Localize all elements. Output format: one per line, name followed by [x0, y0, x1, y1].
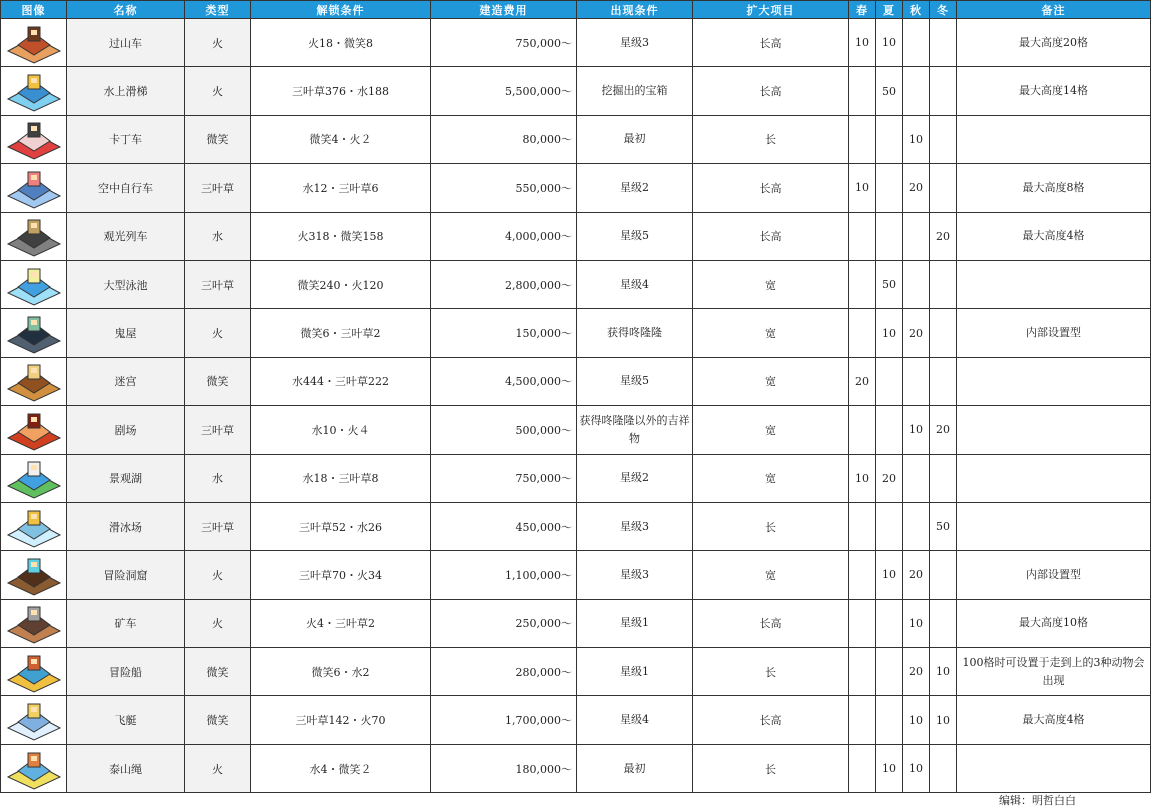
facility-type: 微笑	[185, 696, 251, 744]
remark: 最大高度4格	[957, 696, 1151, 744]
facility-image	[1, 260, 67, 308]
table-row	[1, 67, 1151, 115]
facility-name: 水上滑梯	[67, 67, 185, 115]
autumn-value: 10	[903, 406, 930, 454]
header-appear: 出现条件	[577, 1, 693, 19]
expand-item: 宽	[693, 309, 849, 357]
summer-value	[876, 115, 903, 163]
spring-value	[849, 212, 876, 260]
appear-condition: 星级3	[577, 502, 693, 550]
unlock-condition: 三叶草376・水188	[251, 67, 431, 115]
table-header-row	[1, 1, 1151, 19]
facility-image	[1, 744, 67, 792]
table-row	[1, 599, 1151, 647]
build-cost: 1,700,000～	[431, 696, 577, 744]
remark: 最大高度14格	[957, 67, 1151, 115]
build-cost: 750,000～	[431, 454, 577, 502]
unlock-condition: 水10・火４	[251, 406, 431, 454]
appear-condition: 星级2	[577, 454, 693, 502]
summer-value: 10	[876, 551, 903, 599]
facility-name: 迷宫	[67, 357, 185, 405]
facility-image	[1, 696, 67, 744]
facility-name: 观光列车	[67, 212, 185, 260]
unlock-condition: 水12・三叶草6	[251, 164, 431, 212]
spring-value	[849, 551, 876, 599]
expand-item: 宽	[693, 551, 849, 599]
tarzan-rope-icon	[4, 747, 64, 791]
spring-value: 10	[849, 164, 876, 212]
facility-name: 滑冰场	[67, 502, 185, 550]
appear-condition: 星级2	[577, 164, 693, 212]
build-cost: 450,000～	[431, 502, 577, 550]
summer-value	[876, 357, 903, 405]
roller-coaster-icon	[4, 21, 64, 65]
sky-bike-icon	[4, 166, 64, 210]
table-row	[1, 502, 1151, 550]
header-spring: 春	[849, 1, 876, 19]
autumn-value	[903, 357, 930, 405]
spring-value: 10	[849, 454, 876, 502]
summer-value	[876, 164, 903, 212]
winter-value: 20	[930, 212, 957, 260]
header-type: 类型	[185, 1, 251, 19]
header-summer: 夏	[876, 1, 903, 19]
autumn-value: 10	[903, 696, 930, 744]
autumn-value: 20	[903, 648, 930, 696]
build-cost: 80,000～	[431, 115, 577, 163]
remark: 最大高度10格	[957, 599, 1151, 647]
facility-name: 卡丁车	[67, 115, 185, 163]
sightseeing-train-icon	[4, 214, 64, 258]
facility-type: 火	[185, 551, 251, 599]
remark	[957, 115, 1151, 163]
facility-type: 火	[185, 599, 251, 647]
go-kart-icon	[4, 117, 64, 161]
water-slide-icon	[4, 69, 64, 113]
autumn-value	[903, 260, 930, 308]
facility-name: 矿车	[67, 599, 185, 647]
expand-item: 长	[693, 648, 849, 696]
expand-item: 长	[693, 502, 849, 550]
autumn-value	[903, 67, 930, 115]
spring-value	[849, 599, 876, 647]
autumn-value	[903, 502, 930, 550]
winter-value	[930, 115, 957, 163]
appear-condition: 获得咚隆隆以外的吉祥物	[577, 406, 693, 454]
facility-name: 泰山绳	[67, 744, 185, 792]
facility-name: 过山车	[67, 19, 185, 67]
unlock-condition: 水444・三叶草222	[251, 357, 431, 405]
summer-value: 10	[876, 744, 903, 792]
expand-item: 宽	[693, 454, 849, 502]
winter-value	[930, 164, 957, 212]
summer-value: 20	[876, 454, 903, 502]
appear-condition: 最初	[577, 744, 693, 792]
autumn-value: 20	[903, 309, 930, 357]
facility-type: 微笑	[185, 648, 251, 696]
build-cost: 5,500,000～	[431, 67, 577, 115]
facility-type: 三叶草	[185, 260, 251, 308]
lake-icon	[4, 456, 64, 500]
header-expand: 扩大项目	[693, 1, 849, 19]
table-row	[1, 260, 1151, 308]
spring-value	[849, 744, 876, 792]
theater-icon	[4, 408, 64, 452]
winter-value: 10	[930, 696, 957, 744]
winter-value	[930, 599, 957, 647]
facility-image	[1, 454, 67, 502]
appear-condition: 星级4	[577, 260, 693, 308]
remark: 最大高度4格	[957, 212, 1151, 260]
winter-value	[930, 551, 957, 599]
facility-image	[1, 309, 67, 357]
summer-value: 10	[876, 309, 903, 357]
appear-condition: 最初	[577, 115, 693, 163]
autumn-value: 10	[903, 744, 930, 792]
facility-type: 火	[185, 744, 251, 792]
spring-value	[849, 648, 876, 696]
table-row	[1, 744, 1151, 792]
autumn-value	[903, 212, 930, 260]
facility-image	[1, 551, 67, 599]
summer-value	[876, 406, 903, 454]
header-autumn: 秋	[903, 1, 930, 19]
remark: 内部设置型	[957, 309, 1151, 357]
appear-condition: 获得咚隆隆	[577, 309, 693, 357]
build-cost: 1,100,000～	[431, 551, 577, 599]
build-cost: 500,000～	[431, 406, 577, 454]
remark: 内部设置型	[957, 551, 1151, 599]
winter-value	[930, 260, 957, 308]
facility-name: 冒险洞窟	[67, 551, 185, 599]
appear-condition: 星级3	[577, 551, 693, 599]
build-cost: 750,000～	[431, 19, 577, 67]
header-cost: 建造费用	[431, 1, 577, 19]
build-cost: 4,000,000～	[431, 212, 577, 260]
expand-item: 长高	[693, 67, 849, 115]
autumn-value: 20	[903, 551, 930, 599]
winter-value: 50	[930, 502, 957, 550]
table-row	[1, 164, 1151, 212]
expand-item: 长高	[693, 599, 849, 647]
mine-cart-icon	[4, 601, 64, 645]
build-cost: 180,000～	[431, 744, 577, 792]
unlock-condition: 三叶草52・水26	[251, 502, 431, 550]
remark: 100格时可设置于走到上的3种动物会出现	[957, 648, 1151, 696]
facility-type: 火	[185, 67, 251, 115]
unlock-condition: 水4・微笑２	[251, 744, 431, 792]
facility-image	[1, 164, 67, 212]
autumn-value	[903, 454, 930, 502]
winter-value	[930, 454, 957, 502]
facility-image	[1, 67, 67, 115]
summer-value: 10	[876, 19, 903, 67]
facility-type: 火	[185, 309, 251, 357]
remark	[957, 260, 1151, 308]
unlock-condition: 微笑6・水2	[251, 648, 431, 696]
airship-icon	[4, 698, 64, 742]
winter-value: 10	[930, 648, 957, 696]
unlock-condition: 三叶草70・火34	[251, 551, 431, 599]
cave-icon	[4, 553, 64, 597]
facility-type: 三叶草	[185, 406, 251, 454]
summer-value: 50	[876, 67, 903, 115]
summer-value	[876, 212, 903, 260]
spring-value	[849, 309, 876, 357]
remark	[957, 744, 1151, 792]
expand-item: 长高	[693, 212, 849, 260]
remark	[957, 406, 1151, 454]
remark	[957, 502, 1151, 550]
build-cost: 2,800,000～	[431, 260, 577, 308]
expand-item: 宽	[693, 406, 849, 454]
facility-type: 水	[185, 454, 251, 502]
table-row	[1, 551, 1151, 599]
appear-condition: 挖掘出的宝箱	[577, 67, 693, 115]
unlock-condition: 火4・三叶草2	[251, 599, 431, 647]
winter-value	[930, 357, 957, 405]
build-cost: 4,500,000～	[431, 357, 577, 405]
table-row	[1, 309, 1151, 357]
header-winter: 冬	[930, 1, 957, 19]
expand-item: 长	[693, 115, 849, 163]
appear-condition: 星级1	[577, 648, 693, 696]
expand-item: 长高	[693, 164, 849, 212]
summer-value	[876, 502, 903, 550]
unlock-condition: 三叶草142・火70	[251, 696, 431, 744]
build-cost: 150,000～	[431, 309, 577, 357]
build-cost: 550,000～	[431, 164, 577, 212]
summer-value: 50	[876, 260, 903, 308]
autumn-value	[903, 19, 930, 67]
facility-image	[1, 19, 67, 67]
autumn-value: 10	[903, 115, 930, 163]
spring-value: 10	[849, 19, 876, 67]
table-row	[1, 212, 1151, 260]
summer-value	[876, 648, 903, 696]
facility-name: 鬼屋	[67, 309, 185, 357]
autumn-value: 10	[903, 599, 930, 647]
unlock-condition: 微笑240・火120	[251, 260, 431, 308]
adventure-boat-icon	[4, 650, 64, 694]
facility-image	[1, 115, 67, 163]
expand-item: 长	[693, 744, 849, 792]
unlock-condition: 微笑4・火２	[251, 115, 431, 163]
spring-value	[849, 67, 876, 115]
appear-condition: 星级3	[577, 19, 693, 67]
facility-image	[1, 648, 67, 696]
appear-condition: 星级5	[577, 357, 693, 405]
facility-type: 微笑	[185, 115, 251, 163]
facility-name: 飞艇	[67, 696, 185, 744]
appear-condition: 星级1	[577, 599, 693, 647]
header-image: 图像	[1, 1, 67, 19]
header-name: 名称	[67, 1, 185, 19]
facility-type: 水	[185, 212, 251, 260]
facility-type: 火	[185, 19, 251, 67]
table-row	[1, 357, 1151, 405]
unlock-condition: 水18・三叶草8	[251, 454, 431, 502]
spring-value	[849, 502, 876, 550]
facility-type: 三叶草	[185, 164, 251, 212]
unlock-condition: 火18・微笑8	[251, 19, 431, 67]
haunted-house-icon	[4, 311, 64, 355]
maze-icon	[4, 359, 64, 403]
build-cost: 280,000～	[431, 648, 577, 696]
facility-name: 冒险船	[67, 648, 185, 696]
facility-image	[1, 599, 67, 647]
ice-rink-icon	[4, 505, 64, 549]
table-row	[1, 454, 1151, 502]
remark	[957, 357, 1151, 405]
facility-image	[1, 502, 67, 550]
facility-name: 空中自行车	[67, 164, 185, 212]
table-row	[1, 115, 1151, 163]
facility-type: 微笑	[185, 357, 251, 405]
unlock-condition: 火318・微笑158	[251, 212, 431, 260]
table-row	[1, 19, 1151, 67]
expand-item: 长高	[693, 19, 849, 67]
spring-value	[849, 406, 876, 454]
pool-icon	[4, 263, 64, 307]
winter-value	[930, 744, 957, 792]
appear-condition: 星级5	[577, 212, 693, 260]
remark: 最大高度20格	[957, 19, 1151, 67]
header-unlock: 解锁条件	[251, 1, 431, 19]
spring-value	[849, 696, 876, 744]
facility-image	[1, 357, 67, 405]
unlock-condition: 微笑6・三叶草2	[251, 309, 431, 357]
appear-condition: 星级4	[577, 696, 693, 744]
summer-value	[876, 599, 903, 647]
autumn-value: 20	[903, 164, 930, 212]
facility-name: 大型泳池	[67, 260, 185, 308]
editor-credit: 编辑：明哲白白	[999, 794, 1076, 807]
facility-name: 剧场	[67, 406, 185, 454]
spring-value: 20	[849, 357, 876, 405]
facility-image	[1, 212, 67, 260]
winter-value	[930, 19, 957, 67]
winter-value: 20	[930, 406, 957, 454]
spring-value	[849, 260, 876, 308]
expand-item: 长高	[693, 696, 849, 744]
remark: 最大高度8格	[957, 164, 1151, 212]
spring-value	[849, 115, 876, 163]
winter-value	[930, 309, 957, 357]
expand-item: 宽	[693, 357, 849, 405]
expand-item: 宽	[693, 260, 849, 308]
header-note: 备注	[957, 1, 1151, 19]
summer-value	[876, 696, 903, 744]
table-row	[1, 406, 1151, 454]
facility-image	[1, 406, 67, 454]
build-cost: 250,000～	[431, 599, 577, 647]
winter-value	[930, 67, 957, 115]
facility-type: 三叶草	[185, 502, 251, 550]
table-row	[1, 648, 1151, 696]
remark	[957, 454, 1151, 502]
facility-name: 景观湖	[67, 454, 185, 502]
table-row	[1, 696, 1151, 744]
